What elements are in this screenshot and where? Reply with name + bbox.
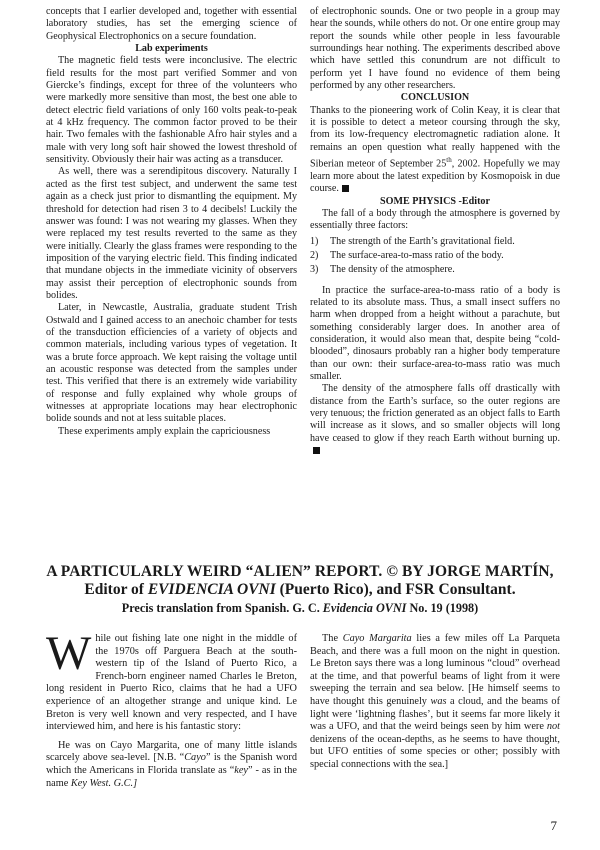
conclusion-paragraph: Thanks to the pioneering work of Colin Keay, it is clear that it is possible to detect a meteor coursing through the sky, from its low-frequency electromagnetic radiation alone. It remains an open question what really happened with the Siberian meteor of September 25th, 2002. Hopefully we may learn more about the latest expedition by Kosmopoisk in due course.	[310, 104, 560, 195]
article-right-column	[310, 633, 560, 772]
paragraph: As well, there was a serendipitous discovery. Naturally I acted as the first test subject, and underwent the same test again as a check just prior to dismantling the equipment. My threshold for detection had risen 3 to 4 decibels! Luckily the answer was found: I was not wearing my glasses. When they were replaced my test results reverted to the same as they were initially. Clearly the glass frames were responding to the imposition of the varying electric field. This finding indicated that mundane objects in the immediate vicinity of observers may assist their perception of electrophonic sounds from bolides.	[46, 166, 297, 301]
drop-cap: W	[46, 627, 92, 680]
article-left-column	[46, 627, 298, 790]
article-paragraph: He was on Cayo Margarita, one of many little islands scarcely above sea-level. [N.B. “Cayo” is the Spanish word which the Americans in Florida translate as “key” - as in the name Key West. G.C.]	[46, 739, 298, 789]
headline-line-1: A PARTICULARLY WEIRD “ALIEN” REPORT. © BY JORGE MARTÍN,	[46, 563, 554, 580]
list-item: 3) The density of the atmosphere.	[310, 264, 455, 276]
headline-line-2: Editor of EVIDENCIA OVNI (Puerto Rico), and FSR Consultant.	[84, 581, 516, 598]
top-left-column	[46, 6, 297, 438]
conclusion-heading: CONCLUSION	[400, 92, 470, 104]
paragraph: The magnetic field tests were inconclusive. The electric field results for the most part verified Sommer and von Giercke’s findings, except for three of the volunteers who were markedly more sensitive than most, the best one able to detect electric field variations of only 160 volts peak-to-peak at 4 kHz frequency. The common factor proved to be their hair. Two females with the fashionable Afro hair styles and a male with very long soft hair showed the lowest threshold of sensitivity. Obviously their hair was acting as a transducer.	[46, 55, 297, 166]
end-square-icon	[313, 447, 320, 454]
some-physics-heading: SOME PHYSICS -Editor	[380, 195, 490, 207]
intro-paragraph: concepts that I earlier developed and, together with essential laboratory studies, has set the emerging science of Geophysical Electrophonics on a secure foundation.	[46, 6, 297, 42]
paragraph: The density of the atmosphere falls off drastically with distance from the Earth’s surface, so the outer regions are very tenuous; the friction generated as an object falls to Earth will increase as it slows, and so smaller objects will long have ceased to glow if they reach Earth without burning up.	[310, 383, 560, 457]
lab-experiments-heading: Lab experiments	[135, 43, 208, 55]
top-right-column	[310, 6, 560, 457]
paragraph: of electrophonic sounds. One or two people in a group may hear the sounds, while others do not. Or one entire group may report the sounds while other people in less favourable surroundings hear nothing. The experiments described above which have settled this conundrum are not difficult to perform yet I have found no evidence of them being performed by any other researchers.	[310, 6, 560, 92]
article-headline	[30, 563, 570, 616]
physics-intro: The fall of a body through the atmosphere is governed by essentially three factors:	[310, 207, 560, 232]
article-paragraph: The Cayo Margarita lies a few miles off La Parqueta Beach, and there was a full moon on the night in question. Le Breton says there was a long luminous “cloud” overhead at the time, and that powerful beams of light from it were sweeping the terrain and sea below. [He himself seems to have thought this genuinely was a cloud, and the beams of light were ‘lightning flashes’, but it seems far more likely it was a UFO, and that the weird beings seen by him were not denizens of the ocean-depths, as he seems to have thought, but UFO entities of some species or other; possibly with special connections with the sea.]	[310, 633, 561, 770]
paragraph: Later, in Newcastle, Australia, graduate student Trish Ostwald and I gained access to an anechoic chamber for tests of the transduction efficiencies of a variety of objects and common materials, including various types of vegetation. It was a brute force approach. We kept raising the voltage until an acoustic response was detected from the samples under test. This verified that there is an extremely wide variability of response and fully explained why whole groups of witnesses at appropriate locations may hear electrophonic bolide sounds and not at less suitable places.	[46, 302, 297, 425]
list-item: 2) The surface-area-to-mass ratio of the body.	[310, 249, 504, 261]
list-item: 1) The strength of the Earth’s gravitational field.	[310, 235, 515, 247]
paragraph: In practice the surface-area-to-mass ratio of a body is related to its absolute mass. Thus, a small insect suffers no harm when dropped from a height without a parachute, but something considerably larger does. In another area of consideration, it would also mean that, despite being “cold-blooded”, dinosaurs probably ran a higher body temperature than our own: their surface-area-to-mass ratio was much smaller.	[310, 284, 560, 382]
page-number: 7	[550, 818, 557, 833]
factors-list	[310, 236, 560, 277]
article-paragraph: While out fishing late one night in the middle of the 1970s off Parguera Beach at the south-western tip of the Island of Puerto Rico, a French-born engineer named Charles le Breton, long resident in Puerto Rico, claims that he had a UFO experience of an altogether strange and unique kind. Le Breton is very well known and very respected, and I have interviewed him, and here is his fantastic story:	[46, 627, 297, 733]
paragraph: These experiments amply explain the capriciousness	[58, 425, 271, 437]
headline-line-3: Precis translation from Spanish. G. C. Evidencia OVNI No. 19 (1998)	[121, 601, 479, 615]
end-square-icon	[342, 185, 349, 192]
